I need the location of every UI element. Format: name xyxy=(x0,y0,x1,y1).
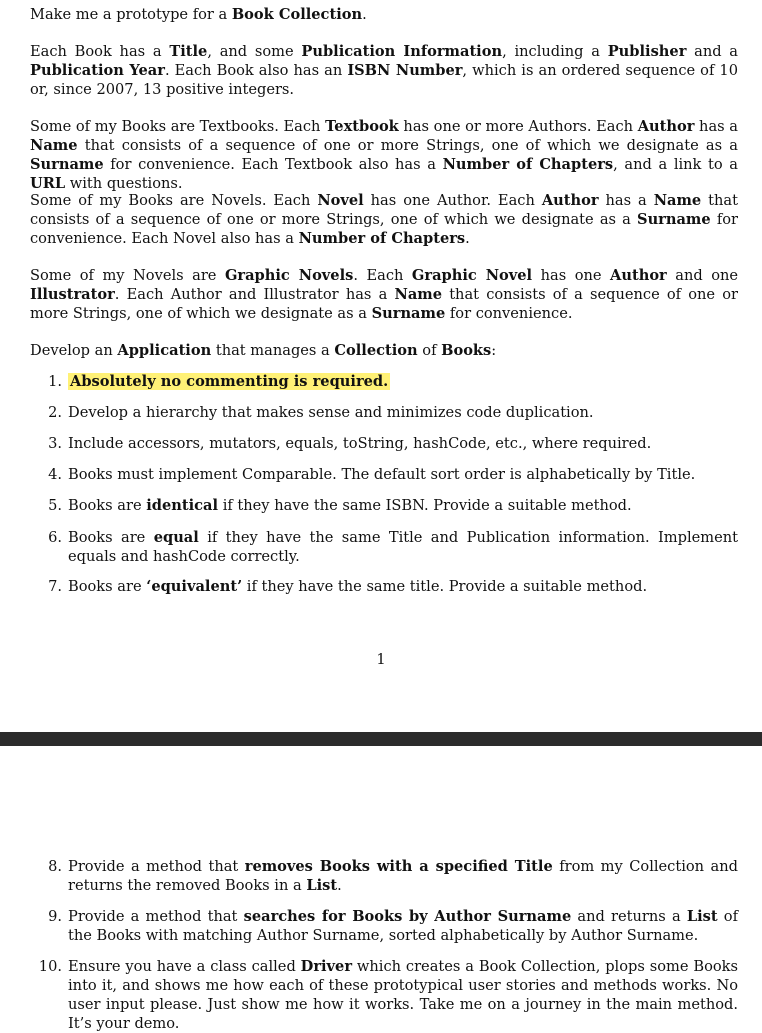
list-number: 6. xyxy=(48,529,62,546)
bold-term: Illustrator xyxy=(30,286,115,303)
bold-term: List xyxy=(306,877,338,894)
bold-term: Graphic Novels xyxy=(224,267,354,284)
list-number: 8. xyxy=(48,858,62,875)
bold-term: Title xyxy=(169,43,208,60)
page-divider xyxy=(0,732,762,746)
bold-term: Surname xyxy=(30,156,104,173)
list-number: 4. xyxy=(48,466,62,483)
list-text: Include accessors, mutators, equals, toString, hashCode, etc., where required. xyxy=(68,435,652,452)
list-number: 5. xyxy=(48,497,62,514)
paragraph: Some of my Books are Novels. Each Novel has one Author. Each Author has a Name that consists of a sequence of one or more Strings, one of which we designate as a Surname for convenience. Each Novel also has a Number of Chapters. xyxy=(30,192,739,247)
page-number: 1 xyxy=(376,651,386,668)
list-number: 2. xyxy=(48,404,62,421)
bold-term: Author xyxy=(541,192,599,209)
list-number: 1. xyxy=(48,373,62,390)
list-item xyxy=(30,403,738,422)
list-item xyxy=(30,528,738,566)
list-item xyxy=(30,465,738,484)
bold-term: Application xyxy=(117,342,212,359)
bold-term: ISBN Number xyxy=(347,62,463,79)
list-text: Books are ‘equivalent’ if they have the same title. Provide a suitable method. xyxy=(68,578,648,595)
list-number: 7. xyxy=(48,578,62,595)
list-text: Books must implement Comparable. The default sort order is alphabetically by Title. xyxy=(68,466,696,483)
list-number: 9. xyxy=(48,908,62,925)
bold-term: Novel xyxy=(317,192,364,209)
bold-term: Surname xyxy=(637,211,711,228)
list-text: Provide a method that removes Books with a specified Title from my Collection and returns the removed Books in a List. xyxy=(68,858,738,894)
intro-paragraph-textbook xyxy=(30,117,738,193)
bold-term: Graphic Novel xyxy=(411,267,533,284)
bold-term: Number of Chapters xyxy=(442,156,614,173)
bold-term: searches for Books by Author Surname xyxy=(243,908,572,925)
paragraph: Each Book has a Title, and some Publication Information, including a Publisher and a Publication Year. Each Book also has an ISBN Number, which is an ordered sequence of 10 or, since 2007, 13 positive integers. xyxy=(30,43,739,98)
bold-term: Publisher xyxy=(607,43,687,60)
list-item xyxy=(30,434,738,453)
paragraph: Make me a prototype for a Book Collection. xyxy=(30,6,367,23)
bold-term: Books xyxy=(441,342,492,359)
list-text: Ensure you have a class called Driver which creates a Book Collection, plops some Books into it, and shows me how each of these prototypical user stories and methods works. No user input please. Just show me how it works. Take me on a journey in the main method. It’s your demo. xyxy=(68,958,738,1032)
bold-term: Driver xyxy=(300,958,353,975)
highlighted-text: Absolutely no commenting is required. xyxy=(70,373,389,390)
list-number: 10. xyxy=(38,958,62,975)
bold-term: List xyxy=(686,908,718,925)
bold-term: Publication Year xyxy=(30,62,165,79)
list-text: Books are identical if they have the same ISBN. Provide a suitable method. xyxy=(68,497,632,514)
intro-paragraph-book xyxy=(30,42,738,99)
intro-paragraph-application xyxy=(30,341,738,360)
intro-paragraph-novel xyxy=(30,191,738,248)
bold-term: Number of Chapters xyxy=(298,230,466,247)
list-item xyxy=(30,577,738,596)
bold-term: equal xyxy=(153,529,199,546)
bold-term: Publication Information xyxy=(301,43,503,60)
list-text xyxy=(68,373,390,390)
list-item xyxy=(30,857,738,895)
bold-term: ‘equivalent’ xyxy=(146,578,243,595)
list-number: 3. xyxy=(48,435,62,452)
intro-paragraph-title xyxy=(30,5,738,24)
list-item xyxy=(30,496,738,515)
bold-term: Book Collection xyxy=(231,6,363,23)
paragraph: Develop an Application that manages a Collection of Books: xyxy=(30,342,497,359)
bold-term: URL xyxy=(30,175,66,192)
bold-term: Name xyxy=(394,286,443,303)
bold-term: Author xyxy=(637,118,695,135)
bold-term: Author xyxy=(610,267,667,284)
list-text: Develop a hierarchy that makes sense and minimizes code duplication. xyxy=(68,404,594,421)
list-item xyxy=(30,957,738,1033)
bold-term: identical xyxy=(146,497,219,514)
bold-term: removes Books with a specified Title xyxy=(244,858,553,875)
bold-term: Name xyxy=(30,137,78,154)
paragraph: Some of my Books are Textbooks. Each Textbook has one or more Authors. Each Author has a Name that consists of a sequence of one or more Strings, one of which we designate as a Surname for convenience. Each Textbook also has a Number of Chapters, and a link to a URL with questions. xyxy=(30,118,739,192)
list-item xyxy=(30,907,738,945)
list-item xyxy=(30,372,738,391)
bold-term: Name xyxy=(653,192,702,209)
intro-paragraph-graphic-novel xyxy=(30,266,738,323)
bold-term: Surname xyxy=(371,305,446,322)
paragraph: Some of my Novels are Graphic Novels. Each Graphic Novel has one Author and one Illustrator. Each Author and Illustrator has a Name that consists of a sequence of one or more Strings, one of which we designate as a Surname for convenience. xyxy=(30,267,739,322)
list-text: Books are equal if they have the same Title and Publication information. Implement equals and hashCode correctly. xyxy=(68,529,738,565)
list-text: Provide a method that searches for Books by Author Surname and returns a List of the Books with matching Author Surname, sorted alphabetically by Author Surname. xyxy=(68,908,738,944)
bold-term: Textbook xyxy=(325,118,399,135)
bold-term: Collection xyxy=(334,342,418,359)
